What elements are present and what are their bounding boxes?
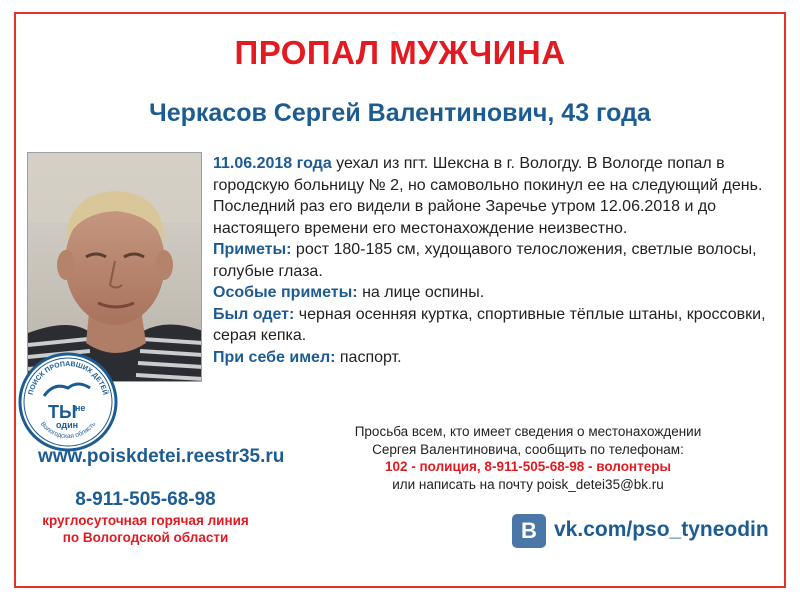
hotline-phone[interactable]: 8-911-505-68-98 xyxy=(75,489,216,510)
request-line-1: Просьба всем, кто имеет сведения о местонахождении xyxy=(354,424,702,439)
ty-ne-odin-logo-icon xyxy=(18,352,118,452)
disappearance-story: уехал из пгт. Шексна в г. Вологду. В Вологде попал в городскую больницу № 2, но самовольно покинул ее на следующий день. Последний раз его видели в районе Заречье утром 12.06.2018 и до настоящего времени его местонахождение неизвестно. xyxy=(213,155,763,237)
signs-label: Приметы: xyxy=(213,241,292,258)
special-signs-label: Особые приметы: xyxy=(213,284,358,301)
svg-text:не: не xyxy=(75,403,86,413)
website-link[interactable]: www.poiskdetei.reestr35.ru xyxy=(38,446,285,467)
missing-person-name: Черкасов Сергей Валентинович, 43 года xyxy=(149,99,651,127)
hotline-caption-line-1: круглосуточная горячая линия xyxy=(42,513,249,528)
request-line-2: Сергея Валентиновича, сообщить по телефонам: xyxy=(372,441,684,457)
special-signs-text: на лице оспины. xyxy=(357,284,485,301)
clothes-text: черная осенняя куртка, спортивные тёплые штаны, кроссовки, серая кепка. xyxy=(213,305,766,344)
missing-person-photo xyxy=(27,152,202,382)
signs-text: рост 180-185 см, худощавого телосложения, светлые волосы, голубые глаза. xyxy=(213,241,757,280)
svg-text:один: один xyxy=(56,420,79,430)
clothes-label: Был одет: xyxy=(213,305,295,323)
vk-group-link[interactable]: vk.com/pso_tyneodin xyxy=(554,518,769,541)
disappearance-date: 11.06.2018 года xyxy=(213,155,332,172)
request-phones: 102 - полиция, 8-911-505-68-98 - волонтеры xyxy=(385,459,671,474)
portrait-image xyxy=(28,153,202,382)
carried-text: паспорт. xyxy=(335,348,402,366)
svg-text:ПОИСК ПРОПАВШИХ ДЕТЕЙ: ПОИСК ПРОПАВШИХ ДЕТЕЙ xyxy=(27,360,109,396)
carried-label: При себе имел: xyxy=(213,348,336,366)
organization-logo xyxy=(18,352,118,452)
vk-logo-icon[interactable]: В xyxy=(512,514,546,548)
contact-request xyxy=(318,423,738,493)
svg-text:ТЫ: ТЫ xyxy=(48,402,77,422)
poster-title: ПРОПАЛ МУЖЧИНА xyxy=(234,34,566,71)
svg-text:Вологодская область: Вологодская область xyxy=(38,420,98,441)
description-text xyxy=(213,153,773,368)
hotline-caption xyxy=(28,512,263,546)
hotline-caption-line-2: по Вологодской области xyxy=(62,530,229,545)
request-email: или написать на почту poisk_detei35@bk.ru xyxy=(392,476,664,492)
